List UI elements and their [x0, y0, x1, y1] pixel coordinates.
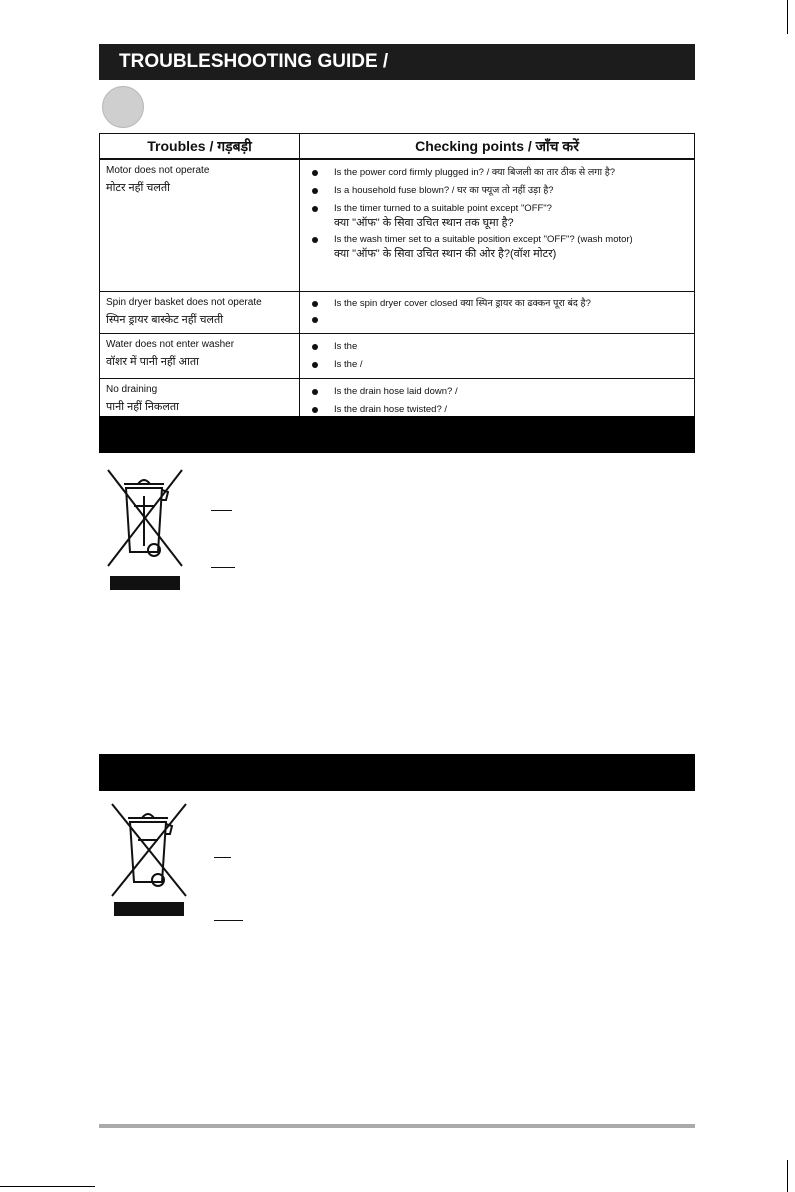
section-circle-marker — [102, 86, 144, 128]
check-item — [306, 231, 688, 262]
check-item — [306, 296, 688, 312]
check-text: Is the wash timer set to a suitable position except "OFF"? (wash motor) — [334, 234, 633, 245]
trouble-hindi: मोटर नहीं चलती — [106, 182, 170, 194]
check-text: Is the drain hose laid down? / — [334, 385, 458, 397]
disposal-section-bar — [99, 416, 695, 453]
disposal-section-bar — [99, 754, 695, 791]
trouble-english: Water does not enter washer — [106, 338, 235, 350]
bullet-icon — [312, 206, 318, 212]
troubleshooting-table — [99, 133, 695, 431]
checks-cell — [300, 159, 695, 291]
check-item — [306, 338, 688, 356]
check-item — [306, 356, 688, 374]
crop-mark — [787, 1160, 788, 1192]
check-text: Is the spin dryer cover closed क्या स्पिन ड्रायर का ढक्कन पूरा बंद है? — [334, 297, 591, 309]
check-text: Is the drain hose twisted? / — [334, 403, 448, 415]
check-item — [306, 182, 688, 200]
trouble-english: Motor does not operate — [106, 165, 210, 176]
check-hindi-text: क्या "ऑफ" के सिवा उचित स्थान की ओर है?(वॉश मोटर) — [334, 248, 557, 260]
bullet-icon — [312, 170, 318, 176]
check-item — [306, 164, 688, 182]
page-title: TROUBLESHOOTING GUIDE / — [99, 44, 695, 80]
table-row — [100, 333, 695, 378]
checking-points-column-header: Checking points / जाँच करें — [300, 134, 695, 160]
trouble-cell — [100, 291, 300, 333]
note-underline — [211, 510, 232, 511]
check-item — [306, 383, 688, 401]
note-underline — [214, 920, 243, 921]
crop-mark — [0, 1186, 95, 1187]
trouble-hindi: वॉशर में पानी नहीं आता — [106, 355, 199, 368]
check-text: Is a household fuse blown? / घर का फ्यूज तो नहीं उड़ा है? — [334, 185, 554, 196]
checks-cell — [300, 291, 695, 333]
note-underline — [214, 857, 231, 858]
bullet-icon — [312, 362, 318, 368]
note-underline — [211, 567, 235, 568]
trouble-english: No draining — [106, 383, 158, 395]
check-item — [306, 200, 688, 231]
crossed-out-wheelie-bin-icon — [104, 466, 186, 592]
troubles-column-header: Troubles / गड़बड़ी — [100, 134, 300, 160]
trouble-hindi: स्पिन ड्रायर बास्केट नहीं चलती — [106, 313, 224, 326]
table-row — [100, 291, 695, 333]
footer-rule — [99, 1124, 695, 1128]
trouble-hindi: पानी नहीं निकलता — [106, 400, 179, 413]
bullet-icon — [312, 407, 318, 413]
check-text: Is the / — [334, 358, 363, 370]
check-text: Is the — [334, 340, 358, 352]
bullet-icon — [312, 188, 318, 194]
bullet-icon — [312, 344, 318, 350]
bullet-icon — [312, 237, 318, 243]
checks-cell — [300, 333, 695, 378]
crossed-out-wheelie-bin-icon — [108, 800, 190, 920]
crop-mark — [787, 0, 788, 34]
table-row — [100, 159, 695, 291]
bullet-icon — [312, 317, 318, 323]
trouble-cell — [100, 159, 300, 291]
check-hindi-text: क्या "ऑफ" के सिवा उचित स्थान तक घूमा है? — [334, 217, 514, 229]
bullet-icon — [312, 301, 318, 307]
trouble-english: Spin dryer basket does not operate — [106, 296, 262, 308]
bullet-icon — [312, 389, 318, 395]
trouble-cell — [100, 333, 300, 378]
check-text: Is the timer turned to a suitable point except "OFF"? — [334, 203, 552, 214]
check-text: Is the power cord firmly plugged in? / क्या बिजली का तार ठीक से लगा है? — [334, 167, 616, 178]
